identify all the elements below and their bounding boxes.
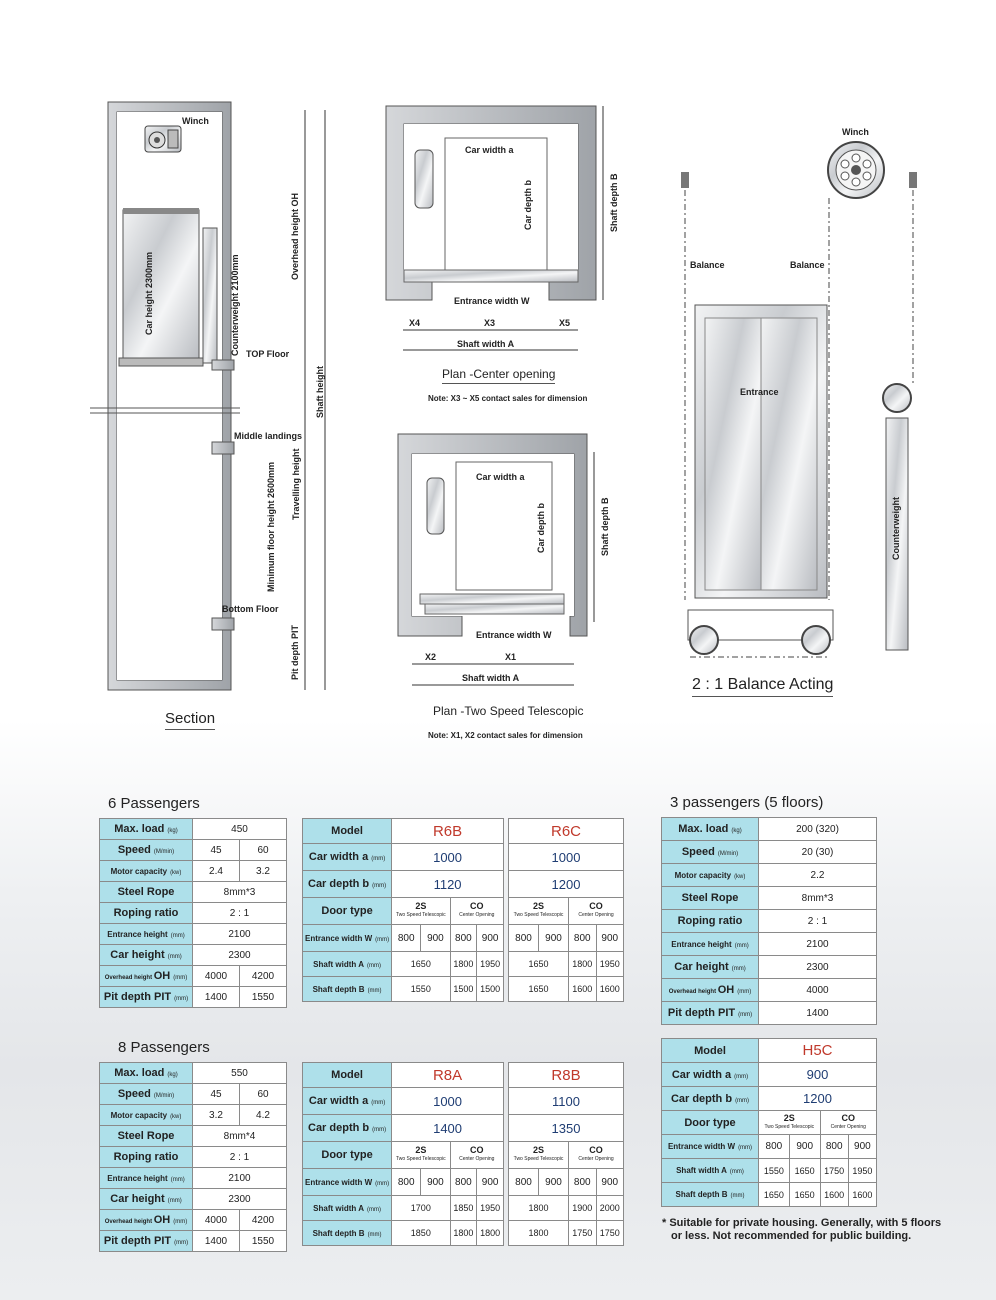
shaft-height-label: Shaft height (315, 366, 325, 418)
pc-x3-label: X3 (484, 318, 496, 328)
section-counterweight-label: Counterweight 2100mm (230, 254, 240, 356)
r6c-table: R6C 1000 1200 2S Two Speed Telescopic CO Center Opening 800 900 800 900 1650 1800 1950 1650 1600 1600 (508, 818, 624, 1002)
balance-right-label: Balance (790, 260, 825, 270)
section-car-height-label: Car height 2300mm (144, 251, 154, 335)
ba-counterweight-label: Counterweight (891, 497, 901, 560)
overhead-height-label: Overhead height OH (290, 192, 300, 280)
r6b-table: Model R6B Car width a (mm) 1000 Car depth b (mm) 1120 Door type 2S Two Speed Telescopic CO Center Opening Entrance width W (mm) 800 900 800 900 Shaft width A (mm) 1650 1800 1950 Shaft depth B (mm) 1550 1500 1500 (302, 818, 504, 1002)
ba-winch-label: Winch (842, 127, 869, 137)
pc-entrance-width-label: Entrance width W (454, 296, 530, 306)
pt-shaft-width-label: Shaft width A (462, 673, 520, 683)
balance-drawing (681, 127, 917, 657)
travelling-height-label: Travelling height (291, 448, 301, 520)
plan-tele-note: Note: X1, X2 contact sales for dimension (428, 731, 583, 740)
min-floor-height-label: Minimum floor height 2600mm (266, 461, 276, 592)
top-floor-label: TOP Floor (246, 349, 290, 359)
p8-title: 8 Passengers (118, 1039, 210, 1056)
h5c-table: Model H5C Car width a (mm) 900 Car depth b (mm) 1200 Door type 2S Two Speed Telescopic CO Center Opening Entrance width W (mm) 800 900 800 900 Shaft width A (mm) 1550 1650 1750 1950 Shaft depth B (mm) 1650 1650 1600 1600 (661, 1038, 877, 1207)
pc-shaft-depth-label: Shaft depth B (609, 173, 619, 232)
section-winch-label: Winch (182, 116, 209, 126)
pt-car-width-label: Car width a (476, 472, 525, 482)
pc-x5-label: X5 (559, 318, 571, 328)
p3-title: 3 passengers (5 floors) (670, 794, 824, 811)
middle-landings-label: Middle landings (234, 431, 303, 441)
balance-caption: 2 : 1 Balance Acting (692, 676, 833, 697)
r8a-table: Model R8A Car width a (mm) 1000 Car depth b (mm) 1400 Door type 2S Two Speed Telescopic CO Center Opening Entrance width W (mm) 800 900 800 900 Shaft width A (mm) 1700 1850 1950 Shaft depth B (mm) 1850 1800 1800 (302, 1062, 504, 1246)
pit-depth-label: Pit depth PIT (290, 625, 300, 680)
footnote-line-1: * Suitable for private housing. Generally, with 5 floors (662, 1217, 942, 1229)
pt-entrance-width-label: Entrance width W (476, 630, 552, 640)
p6-spec-table: Max. load (kg) 450 Speed (M/min) 45 60 Motor capacity (kw) 2.4 3.2 Steel Rope 8mm*3 Roping ratio 2 : 1 Entrance height (mm) 2100 Car height (mm) 2300 Overhead height OH (mm) 4000 4200 Pit depth PIT (mm) 1400 1550 (99, 818, 287, 1008)
plan-center-drawing (386, 106, 619, 350)
p3-spec-table: Max. load (kg) 200 (320) Speed (M/min) 20 (30) Motor capacity (kw) 2.2 Steel Rope 8mm*3 Roping ratio 2 : 1 Entrance height (mm) 2100 Car height (mm) 2300 Overhead height OH (mm) 4000 Pit depth PIT (mm) 1400 (661, 817, 877, 1025)
p8-spec-table: Max. load (kg) 550 Speed (M/min) 45 60 Motor capacity (kw) 3.2 4.2 Steel Rope 8mm*4 Roping ratio 2 : 1 Entrance height (mm) 2100 Car height (mm) 2300 Overhead height OH (mm) 4000 4200 Pit depth PIT (mm) 1400 1550 (99, 1062, 287, 1252)
pt-shaft-depth-label: Shaft depth B (600, 497, 610, 556)
section-drawing (90, 102, 325, 690)
winch-icon (145, 126, 181, 152)
footnote-line-2: or less. Not recommended for public building. (671, 1230, 912, 1242)
section-caption: Section (165, 710, 215, 730)
pt-x2-label: X2 (425, 652, 437, 662)
winch-wheel-icon (828, 142, 884, 198)
plan-center-note: Note: X3 ~ X5 contact sales for dimension (428, 394, 588, 403)
p6-title: 6 Passengers (108, 795, 200, 812)
pc-car-width-label: Car width a (465, 145, 514, 155)
bottom-floor-label: Bottom Floor (222, 604, 279, 614)
footnote (662, 1217, 941, 1243)
r8b-table: R8B 1100 1350 2S Two Speed Telescopic CO Center Opening 800 900 800 900 1800 1900 2000 1800 1750 1750 (508, 1062, 624, 1246)
entrance-label: Entrance (740, 387, 779, 397)
pc-shaft-width-label: Shaft width A (457, 339, 515, 349)
pc-x4-label: X4 (409, 318, 421, 328)
pt-x1-label: X1 (505, 652, 517, 662)
plan-tele-caption: Plan -Two Speed Telescopic (433, 704, 584, 718)
plan-tele-drawing (398, 434, 610, 685)
pt-car-depth-label: Car depth b (536, 502, 546, 553)
pc-car-depth-label: Car depth b (523, 179, 533, 230)
balance-left-label: Balance (690, 260, 725, 270)
plan-center-caption: Plan -Center opening (442, 367, 555, 384)
